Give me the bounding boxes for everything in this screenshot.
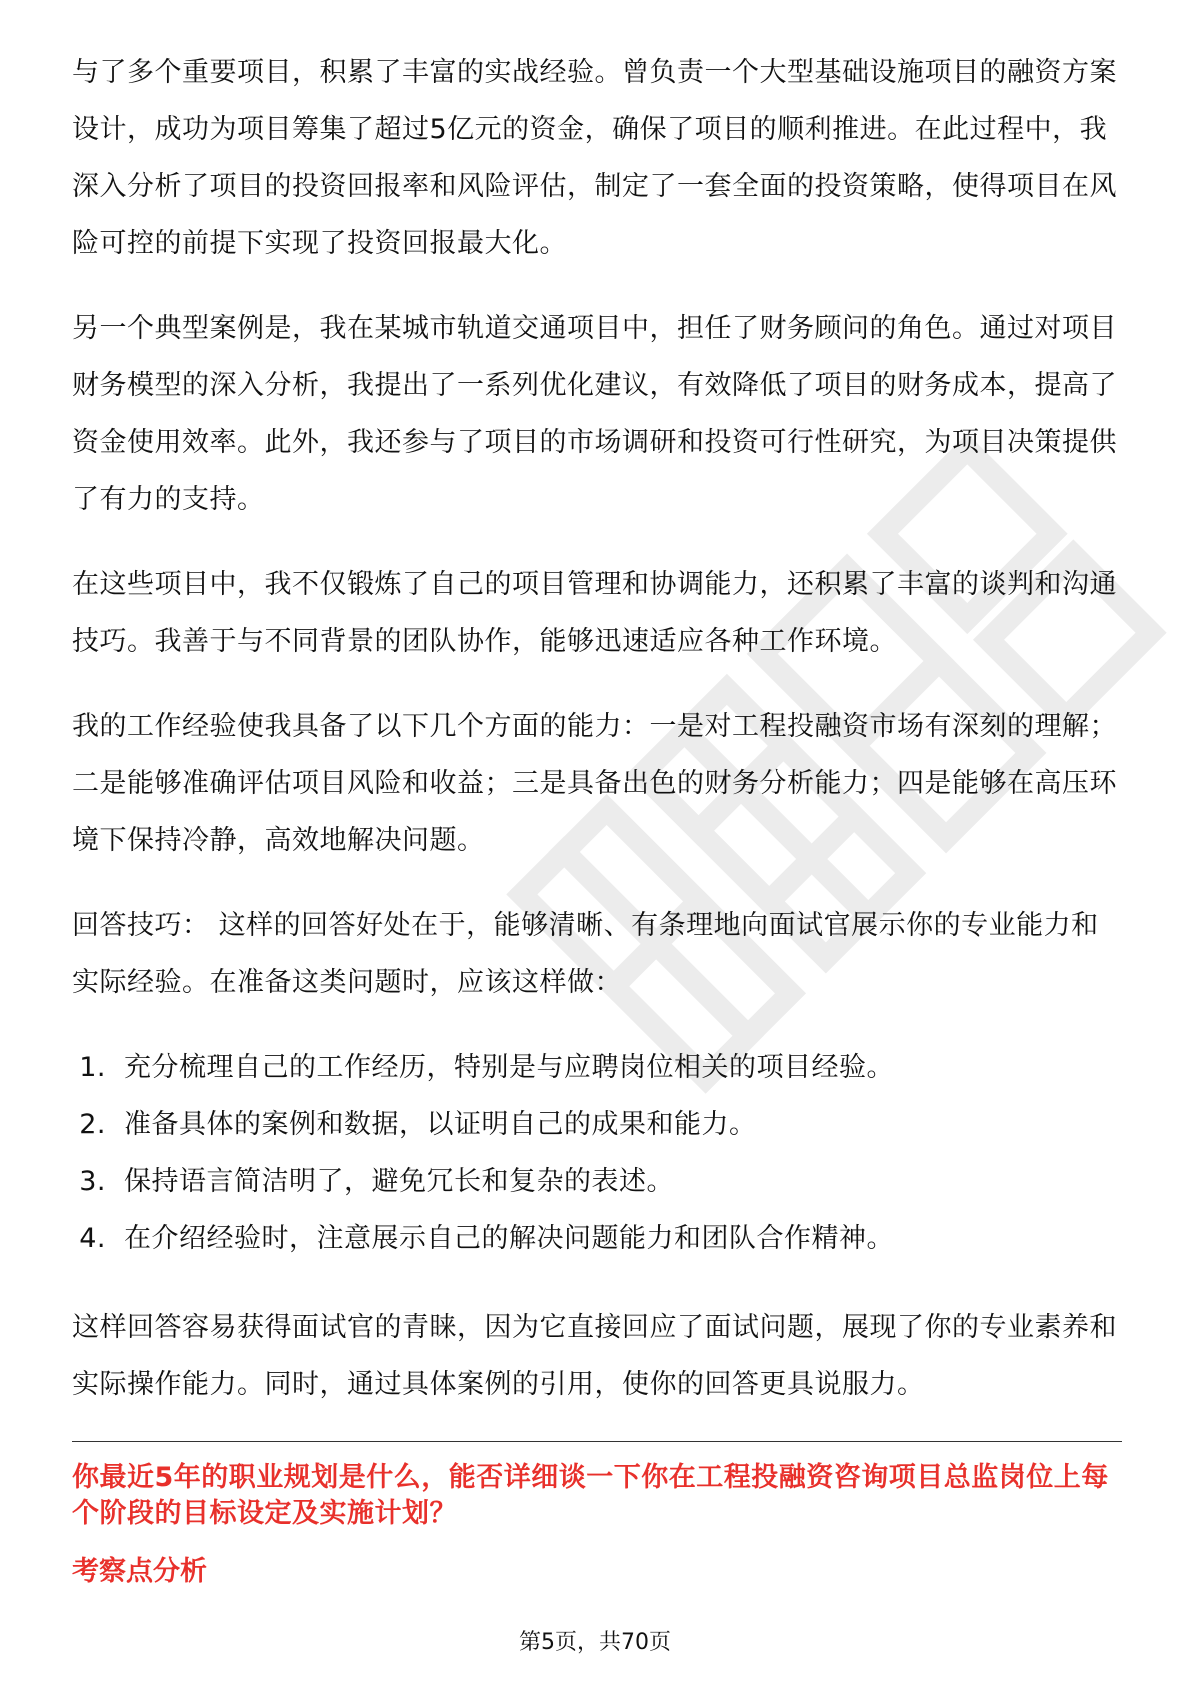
list-item <box>72 1153 1122 1210</box>
paragraph-closing: 这样回答容易获得面试官的青睐，因为它直接回应了面试问题，展现了你的专业素养和实际操作能力。同时，通过具体案例的引用，使你的回答更具说服力。 <box>72 1312 1117 1400</box>
list-item-text: 充分梳理自己的工作经历，特别是与应聘岗位相关的项目经验。 <box>124 1052 894 1083</box>
paragraph-skills-gained: 在这些项目中，我不仅锻炼了自己的项目管理和协调能力，还积累了丰富的谈判和沟通技巧。我善于与不同背景的团队协作，能够迅速适应各种工作环境。 <box>72 569 1117 657</box>
list-item-number: 2. <box>79 1109 106 1140</box>
list-item <box>72 1039 1122 1096</box>
paragraph-project-experience: 与了多个重要项目，积累了丰富的实战经验。曾负责一个大型基础设施项目的融资方案设计，成功为项目筹集了超过5亿元的资金，确保了项目的顺利推进。在此过程中，我深入分析了项目的投资回报率和风险评估，制定了一套全面的投资策略，使得项目在风险可控的前提下实现了投资回报最大化。 <box>72 57 1117 259</box>
list-item-number: 1. <box>79 1052 106 1083</box>
list-item-number: 3. <box>79 1166 106 1197</box>
list-item-text: 在介绍经验时，注意展示自己的解决问题能力和团队合作精神。 <box>124 1223 894 1254</box>
page-number-footer: 第5页，共70页 <box>519 1630 671 1655</box>
list-item <box>72 1096 1122 1153</box>
list-item-number: 4. <box>79 1223 106 1254</box>
list-item-text: 保持语言简洁明了，避免冗长和复杂的表述。 <box>124 1166 674 1197</box>
section-divider <box>72 1441 1122 1442</box>
next-question-heading: 你最近5年的职业规划是什么，能否详细谈一下你在工程投融资咨询项目总监岗位上每个阶段的目标设定及实施计划？ <box>72 1462 1109 1529</box>
paragraph-answer-tips: 回答技巧： 这样的回答好处在于，能够清晰、有条理地向面试官展示你的专业能力和实际经验。在准备这类问题时，应该这样做： <box>72 910 1099 998</box>
page-content <box>72 44 1122 1592</box>
list-item <box>72 1210 1122 1267</box>
tips-list <box>72 1039 1122 1267</box>
analysis-section-heading: 考察点分析 <box>72 1556 207 1587</box>
paragraph-rail-transit-case: 另一个典型案例是，我在某城市轨道交通项目中，担任了财务顾问的角色。通过对项目财务模型的深入分析，我提出了一系列优化建议，有效降低了项目的财务成本，提高了资金使用效率。此外，我还参与了项目的市场调研和投资可行性研究，为项目决策提供了有力的支持。 <box>72 313 1117 515</box>
list-item-text: 准备具体的案例和数据，以证明自己的成果和能力。 <box>124 1109 757 1140</box>
paragraph-abilities: 我的工作经验使我具备了以下几个方面的能力：一是对工程投融资市场有深刻的理解；二是能够准确评估项目风险和收益；三是具备出色的财务分析能力；四是能够在高压环境下保持冷静，高效地解决问题。 <box>72 711 1117 856</box>
